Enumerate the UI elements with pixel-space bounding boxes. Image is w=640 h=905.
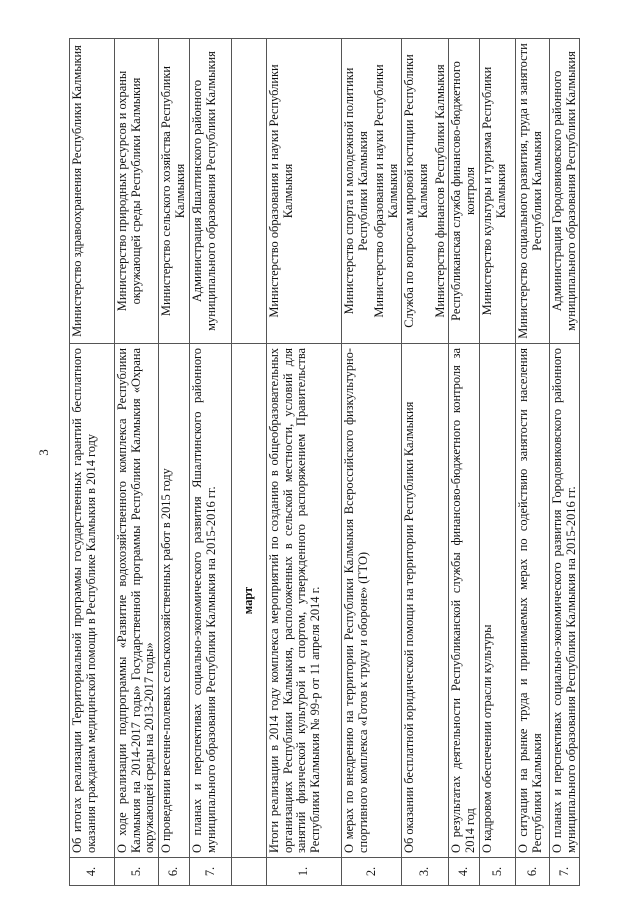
- responsible-org: Администрация Городовиковского районного муниципального образования Республики Калмыкия: [550, 51, 578, 331]
- row-number: 6.: [516, 858, 550, 886]
- page-number: 3: [36, 449, 51, 456]
- row-responsible: [449, 39, 480, 344]
- row-number: 5.: [480, 858, 516, 886]
- month-label: март: [232, 344, 267, 858]
- row-responsible: [480, 39, 516, 344]
- month-header-row: [232, 39, 267, 886]
- row-responsible: [115, 39, 159, 344]
- row-topic: Об итогах реализации Территориальной программы государственных гарантий бесплатного оказания гражданам медицинской помощи в Республике Калмыкия в 2014 году: [70, 344, 115, 858]
- row-number: 7.: [190, 858, 232, 886]
- row-number: 2.: [342, 858, 402, 886]
- table-row: [516, 39, 550, 886]
- row-number: 4.: [449, 858, 480, 886]
- row-topic: О проведении весенне-полевых сельскохозяйственных работ в 2015 году: [159, 344, 190, 858]
- table-row: [159, 39, 190, 886]
- responsible-org: Министерство спорта и молодежной политики Республики Калмыкия: [342, 67, 370, 315]
- responsible-org: Министерство культуры и туризма Республики Калмыкия: [480, 66, 508, 316]
- row-responsible: [70, 39, 115, 344]
- responsible-org: Министерство сельского хозяйства Республики Калмыкия: [159, 65, 187, 317]
- plan-table: [69, 38, 580, 886]
- table-row: [115, 39, 159, 886]
- row-number: 6.: [159, 858, 190, 886]
- table-row: [449, 39, 480, 886]
- row-number: 7.: [550, 858, 580, 886]
- row-topic: Об оказании бесплатной юридической помощи на территории Республики Калмыкия: [402, 344, 449, 858]
- row-topic: О мерах по внедрению на территории Республики Калмыкия Всероссийского физкультурно-спортивного комплекса «Готов к труду и обороне» (ГТО): [342, 344, 402, 858]
- row-topic: О ситуации на рынке труда и принимаемых мерах по содействию занятости населения Республики Калмыкия: [516, 344, 550, 858]
- row-responsible: [342, 39, 402, 344]
- responsible-org: Администрация Яшалтинского районного муниципального образования Республики Калмыкия: [190, 51, 218, 331]
- row-topic: О кадровом обеспечении отрасли культуры: [480, 344, 516, 858]
- row-topic: О планах и перспективах социально-экономического развития Яшалтинского районного муниципального образования Республики Калмыкия на 2015-2016 гг.: [190, 344, 232, 858]
- responsible-org: Министерство социального развития, труда и занятости Республики Калмыкия: [516, 43, 544, 339]
- row-responsible: [516, 39, 550, 344]
- table-row: [190, 39, 232, 886]
- table-row: [402, 39, 449, 886]
- row-responsible: [550, 39, 580, 344]
- responsible-org: Министерство образования и науки Республики Калмыкия: [372, 64, 400, 318]
- row-topic: Итоги реализации в 2014 году комплекса мероприятий по созданию в общеобразовательных организациях Республики Калмыкия, расположенных в сельской местности, условий для занятий физической культурой и спортом, утвержденного распоряжением Правительства Республики Калмыкия № 99-р от 11 апреля 2014 г.: [267, 344, 342, 858]
- row-responsible: [190, 39, 232, 344]
- responsible-org: Служба по вопросам мировой юстиции Республики Калмыкия: [402, 54, 430, 328]
- table-row: [480, 39, 516, 886]
- row-responsible: [267, 39, 342, 344]
- table-row: [267, 39, 342, 886]
- responsible-org: Республиканская служба финансово-бюджетного контроля: [449, 61, 477, 321]
- responsible-org: Министерство природных ресурсов и охраны окружающей среды Республики Калмыкия: [115, 70, 143, 312]
- row-responsible: [402, 39, 449, 344]
- responsible-org: Министерство здравоохранения Республики Калмыкия: [70, 45, 84, 337]
- table-row: [70, 39, 115, 886]
- table-row: [342, 39, 402, 886]
- row-responsible: [159, 39, 190, 344]
- month-num-cell: [232, 858, 267, 886]
- responsible-org: Министерство финансов Республики Калмыкия: [432, 64, 447, 318]
- table-row: [550, 39, 580, 886]
- row-number: 4.: [70, 858, 115, 886]
- row-number: 1.: [267, 858, 342, 886]
- row-topic: О планах и перспективах социально-экономического развития Городовиковского районного муниципального образования Республики Калмыкия на 2015-2016 гг.: [550, 344, 580, 858]
- month-resp-cell: [232, 39, 267, 344]
- row-topic: О ходе реализации подпрограммы «Развитие водохозяйственного комплекса Республики Калмыкия на 2014-2017 годы» Государственной программы Республики Калмыкия «Охрана окружающей среды на 2013-2017 годы»: [115, 344, 159, 858]
- responsible-org: Министерство образования и науки Республики Калмыкия: [267, 64, 295, 318]
- row-number: 3.: [402, 858, 449, 886]
- row-topic: О результатах деятельности Республиканской службы финансово-бюджетного контроля за 2014 год: [449, 344, 480, 858]
- row-number: 5.: [115, 858, 159, 886]
